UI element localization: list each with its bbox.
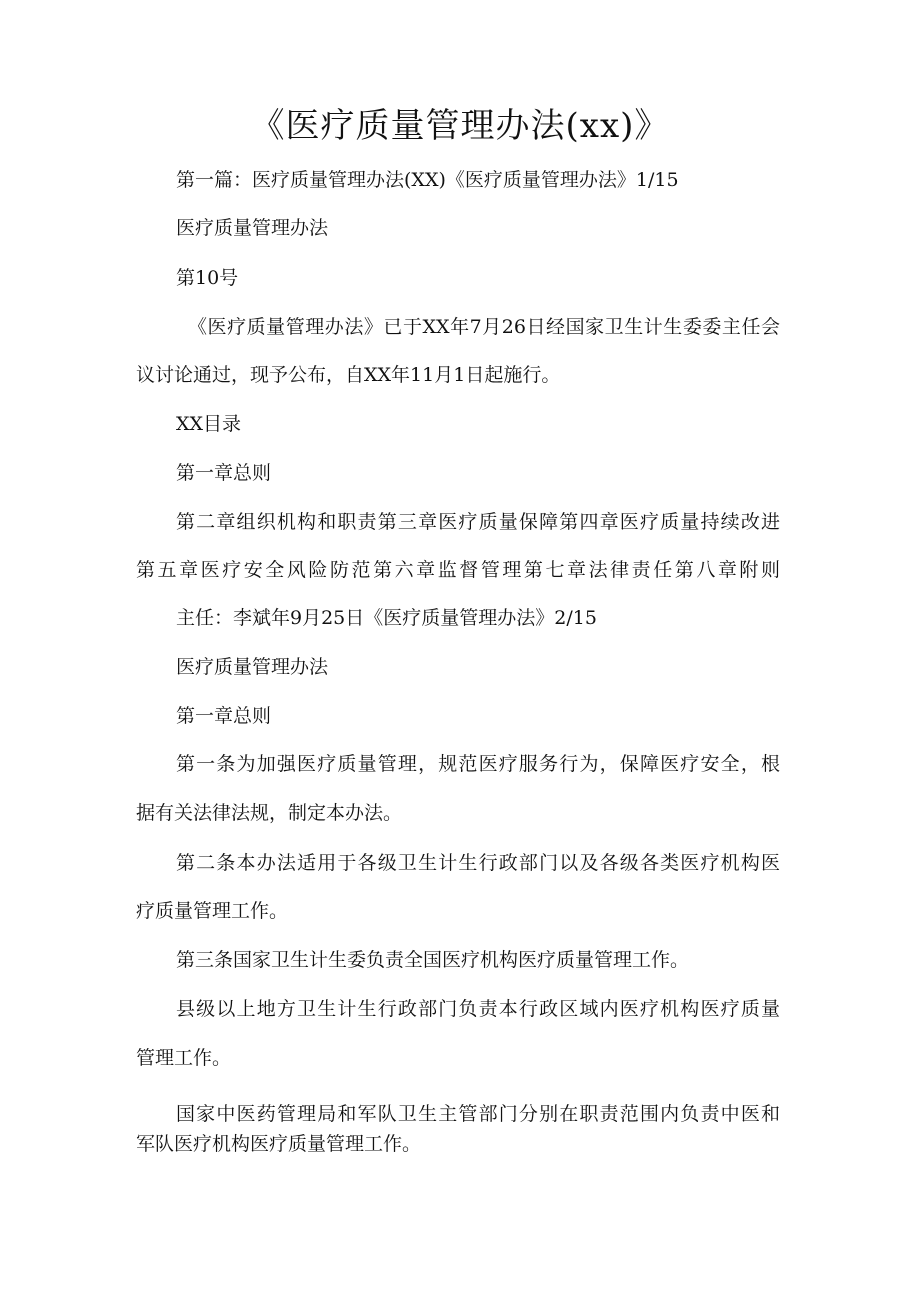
announcement-line-1: 《医疗质量管理办法》已于XX年7月26日经国家卫生计生委委主任会 [188, 316, 780, 338]
toc-heading: XX目录 [176, 413, 242, 435]
announcement-line-2: 议讨论通过，现予公布，自XX年11月1日起施行。 [136, 364, 561, 386]
toc-chapter-1: 第一章总则 [176, 462, 272, 484]
part-heading: 第一篇：医疗质量管理办法(XX)《医疗质量管理办法》1/15 [176, 169, 679, 191]
article-2-line-2: 疗质量管理工作。 [136, 900, 289, 922]
article-1-line-2: 据有关法律法规，制定本办法。 [136, 802, 403, 824]
article-3-line-2: 县级以上地方卫生计生行政部门负责本行政区域内医疗机构医疗质量 [176, 998, 780, 1020]
article-3-line-1: 第三条国家卫生计生委负责全国医疗机构医疗质量管理工作。 [176, 949, 690, 971]
section-heading-2: 医疗质量管理办法 [176, 656, 329, 678]
section-heading: 医疗质量管理办法 [176, 217, 329, 239]
article-3-line-4: 国家中医药管理局和军队卫生主管部门分别在职责范围内负责中医和 [176, 1103, 780, 1125]
signature-line: 主任：李斌年9月25日《医疗质量管理办法》2/15 [176, 607, 597, 629]
article-1-line-1: 第一条为加强医疗质量管理，规范医疗服务行为，保障医疗安全，根 [176, 753, 780, 775]
toc-chapters-line-2: 第五章医疗安全风险防范第六章监督管理第七章法律责任第八章附则 [136, 559, 780, 581]
article-2-line-1: 第二条本办法适用于各级卫生计生行政部门以及各级各类医疗机构医 [176, 852, 780, 874]
chapter-heading-1: 第一章总则 [176, 705, 272, 727]
article-3-line-3: 管理工作。 [136, 1047, 232, 1069]
article-3-line-5: 军队医疗机构医疗质量管理工作。 [136, 1133, 422, 1155]
document-title: 《医疗质量管理办法(xx)》 [250, 106, 670, 146]
order-number: 第10号 [176, 267, 239, 289]
toc-chapters-line-1: 第二章组织机构和职责第三章医疗质量保障第四章医疗质量持续改进 [176, 511, 780, 533]
